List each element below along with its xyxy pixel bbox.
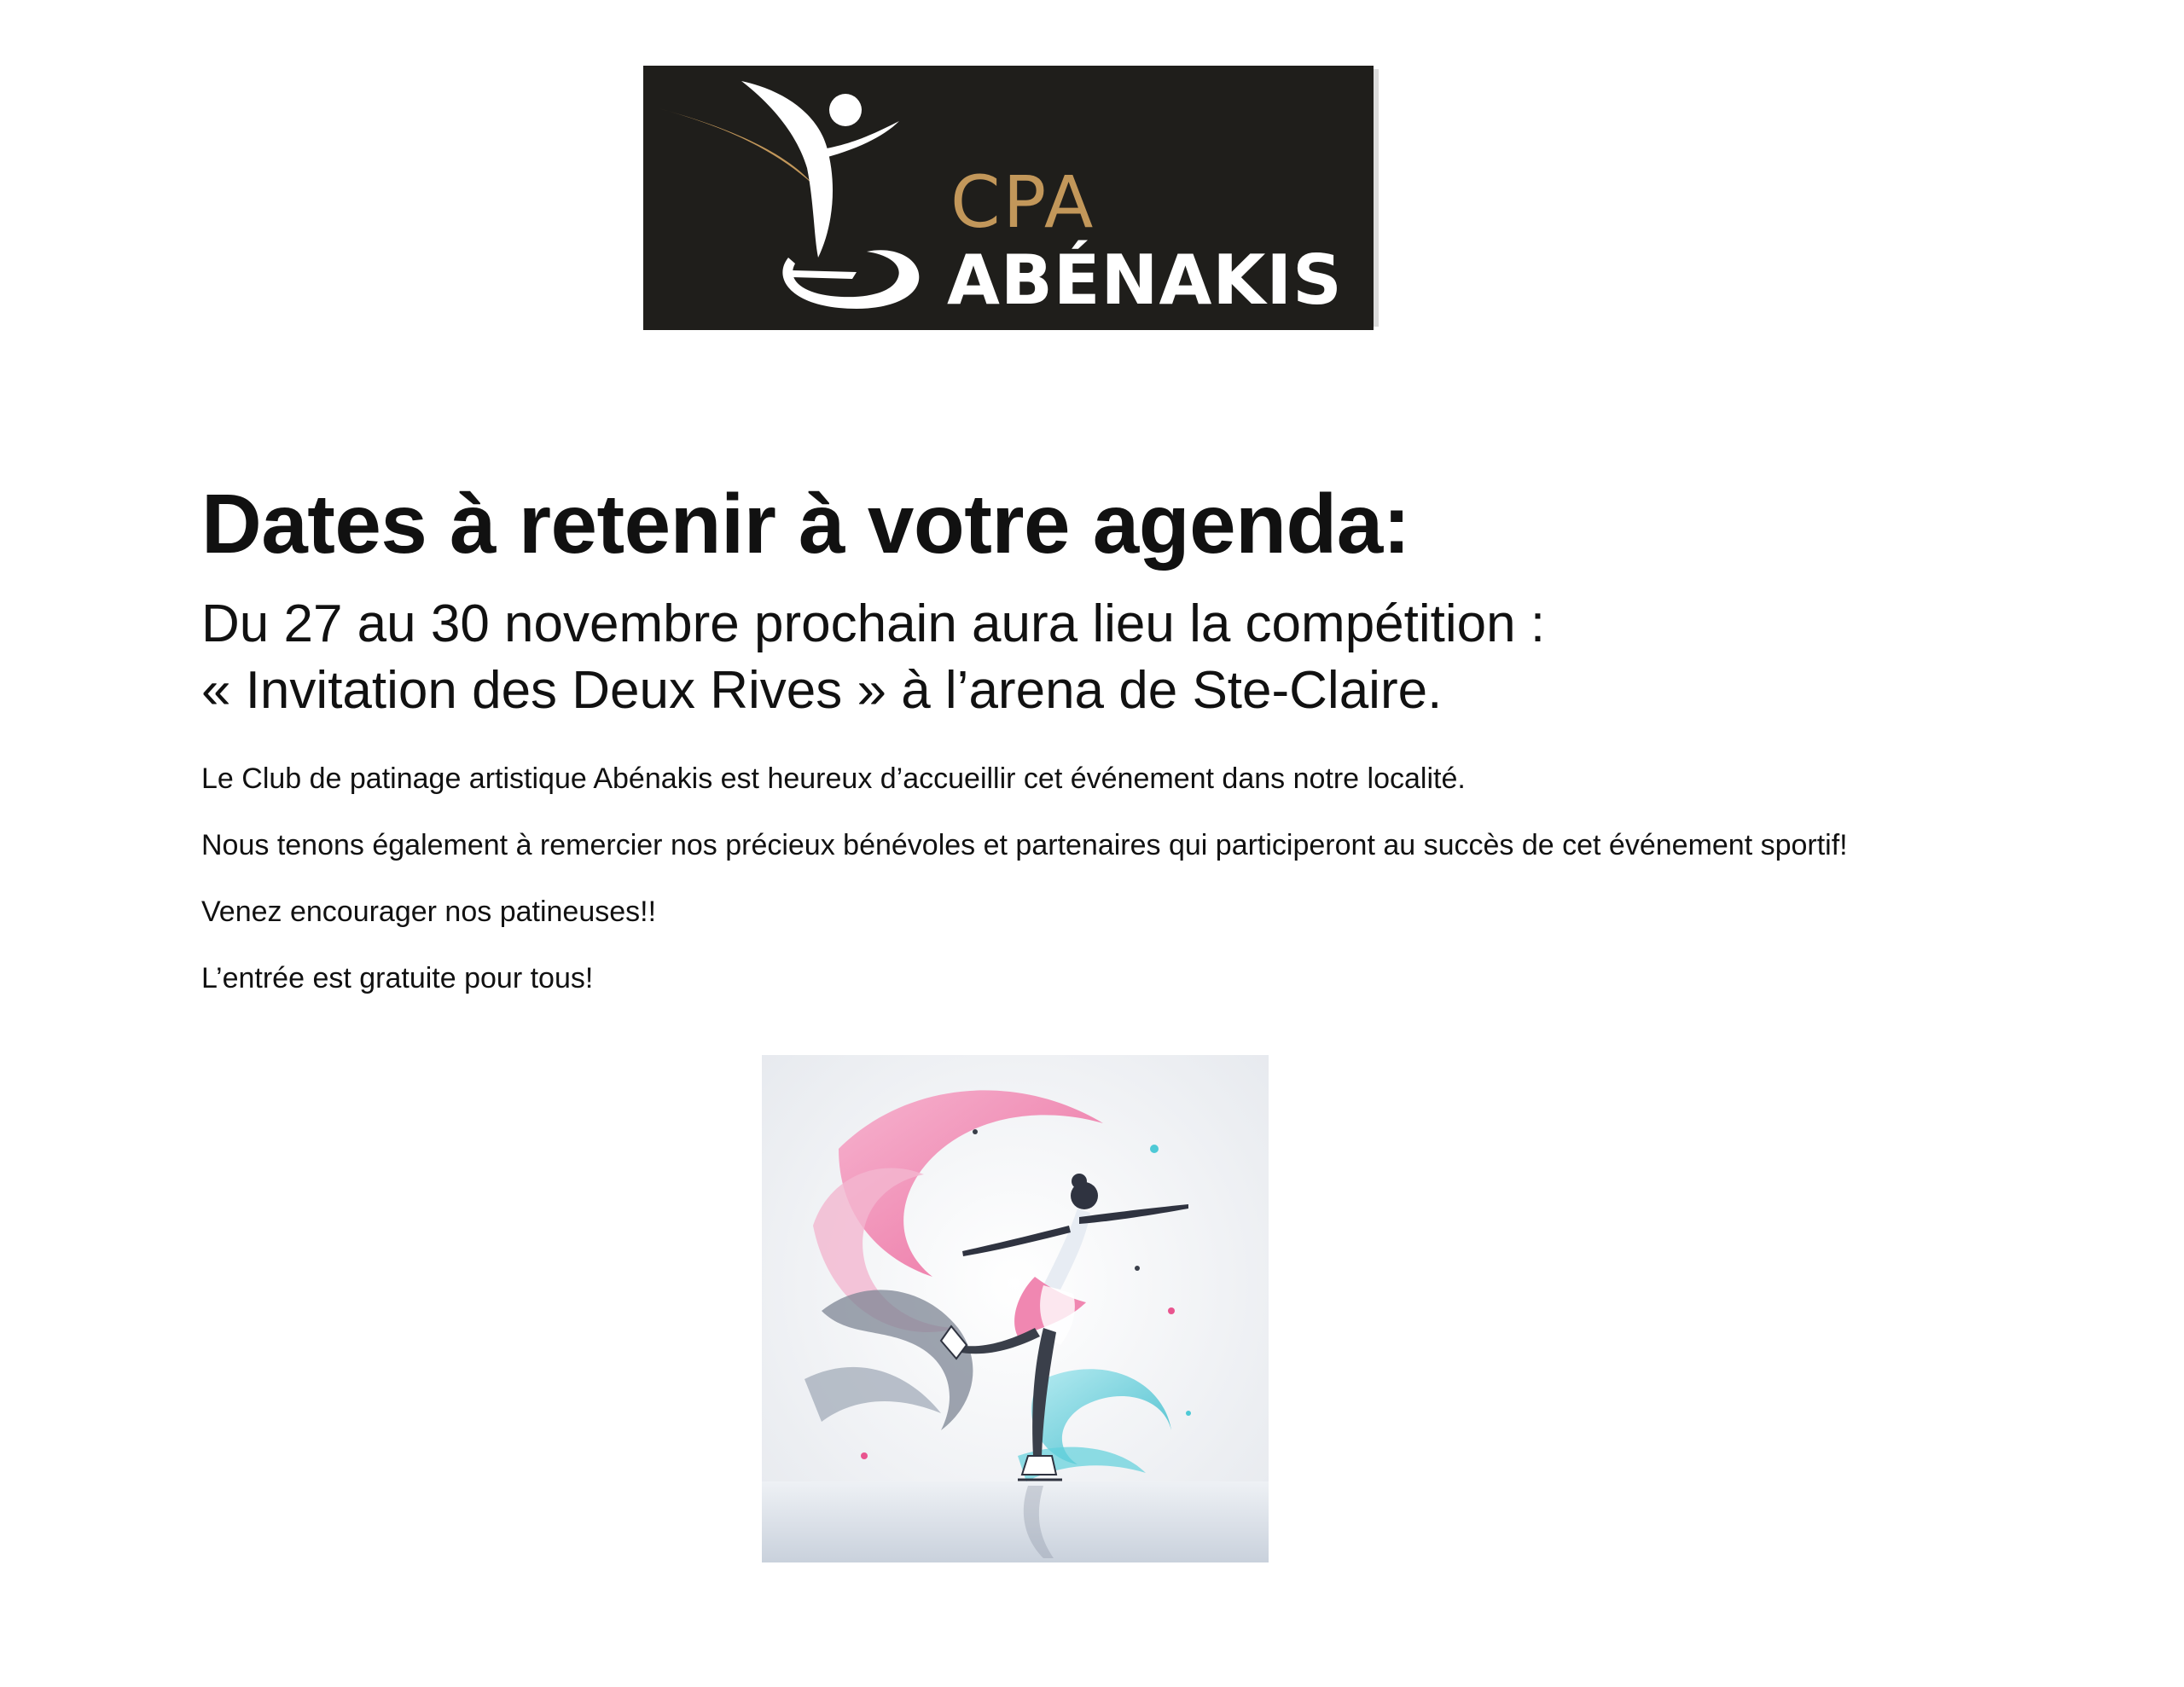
logo-club-name: ABÉNAKIS xyxy=(947,241,1343,320)
announcement-content xyxy=(201,476,2078,1028)
body-paragraphs xyxy=(201,762,2078,995)
event-date-line: Du 27 au 30 novembre prochain aura lieu la compétition : xyxy=(201,594,1546,653)
figure-skater-illustration xyxy=(762,1055,1269,1562)
club-logo xyxy=(643,66,1374,330)
logo-cpa-text: CPA xyxy=(950,160,1096,244)
paragraph-welcome: Le Club de patinage artistique Abénakis est heureux d’accueillir cet événement dans notre localité. xyxy=(201,762,1466,795)
paragraph-encourage: Venez encourager nos patineuses!! xyxy=(201,895,657,928)
paragraph-free-entry: L’entrée est gratuite pour tous! xyxy=(201,961,594,994)
event-location-line: « Invitation des Deux Rives » à l’arena de Ste-Claire. xyxy=(201,660,1443,720)
event-announcement xyxy=(201,591,2078,724)
paragraph-thanks: Nous tenons également à remercier nos précieux bénévoles et partenaires qui participeront au succès de cet événement sportif! xyxy=(201,828,1848,861)
page-title: Dates à retenir à votre agenda: xyxy=(201,477,1410,571)
